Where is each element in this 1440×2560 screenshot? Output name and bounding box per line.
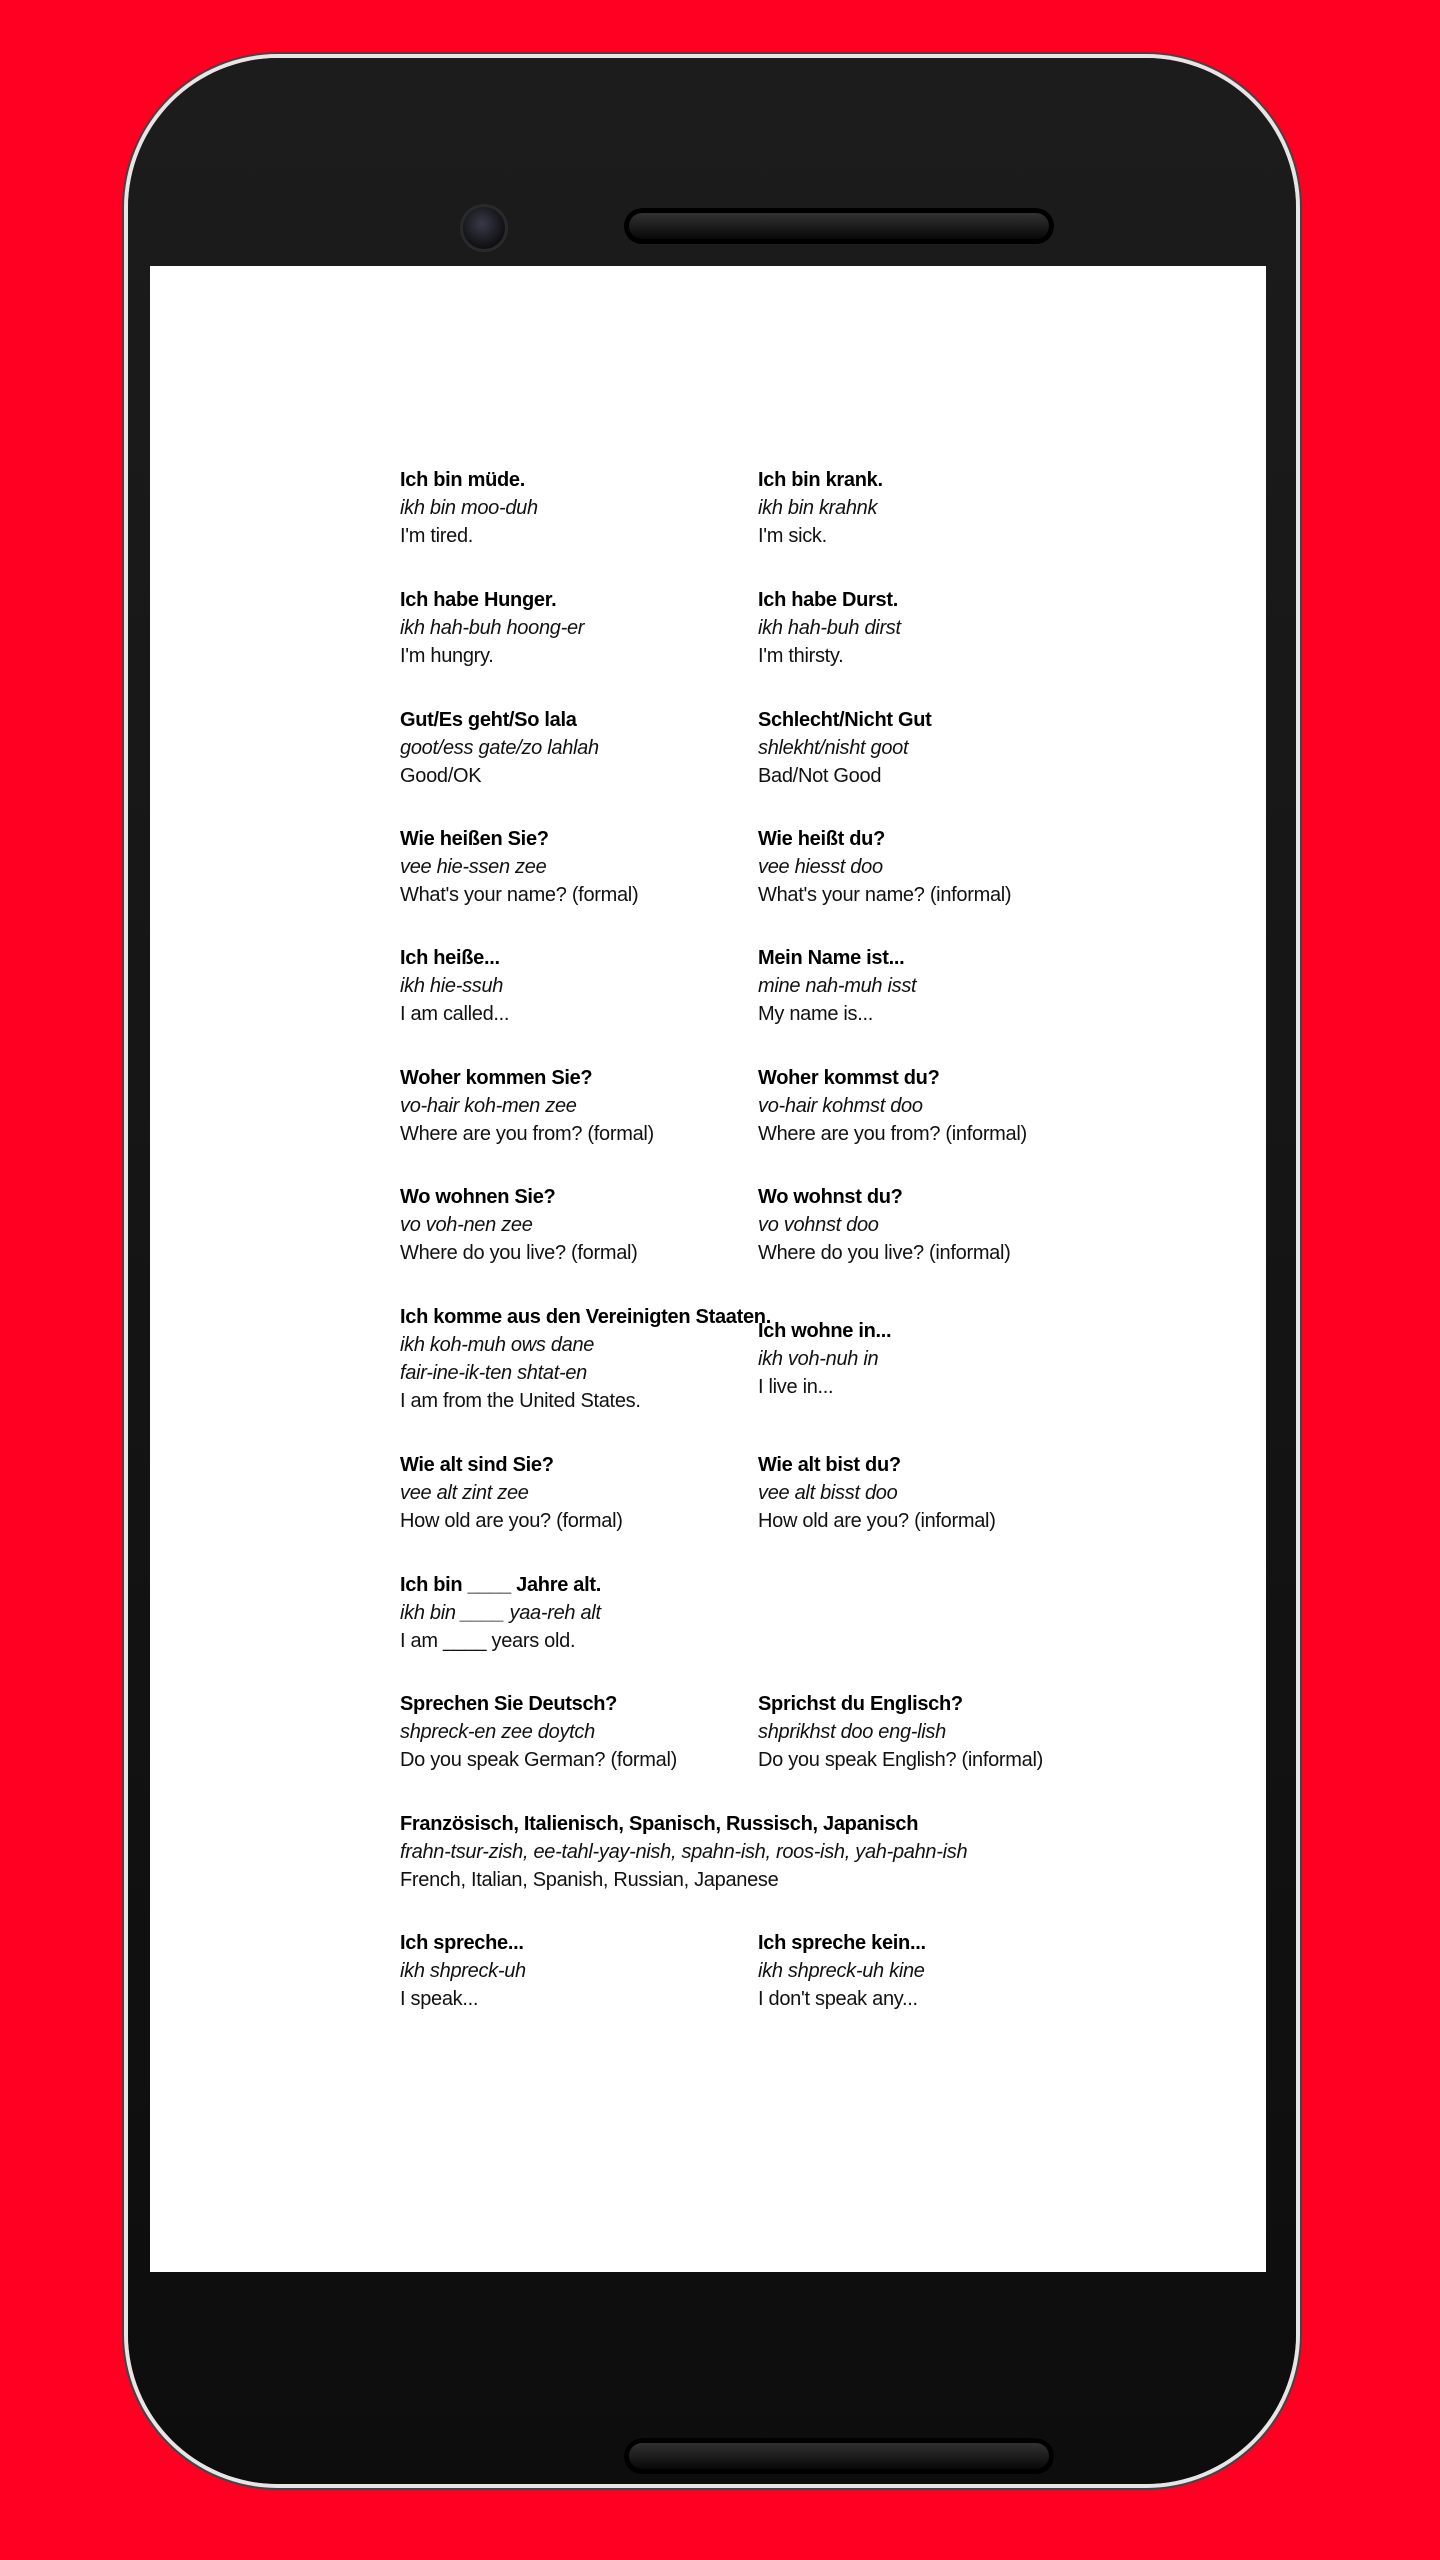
- phrase-entry: [400, 1690, 758, 1774]
- phone-screen: [150, 266, 1266, 2272]
- phrase-row: [400, 586, 1160, 670]
- top-speaker-grille: [624, 208, 1054, 244]
- pronunciation: ikh shpreck-uh: [400, 1960, 526, 1982]
- phrase-row: [400, 1690, 1160, 1774]
- german-phrase: Sprichst du Englisch?: [758, 1693, 963, 1715]
- english-translation: I am called...: [400, 1003, 510, 1025]
- phrase-entry: [758, 1064, 1116, 1148]
- phrase-entry: [400, 706, 758, 790]
- phrase-row: [400, 1929, 1160, 2013]
- english-translation: I live in...: [758, 1376, 834, 1398]
- front-camera: [460, 204, 508, 252]
- pronunciation: goot/ess gate/zo lahlah: [400, 737, 599, 759]
- phrase-entry: [758, 944, 1116, 1028]
- english-translation: Good/OK: [400, 765, 482, 787]
- german-phrase: Ich habe Hunger.: [400, 589, 557, 611]
- german-phrase: Wo wohnen Sie?: [400, 1186, 556, 1208]
- pronunciation-continued: fair-ine-ik-ten shtat-en: [400, 1362, 587, 1384]
- german-phrase: Ich bin müde.: [400, 469, 525, 491]
- phrase-entry: [758, 825, 1116, 909]
- german-phrase: Wie alt sind Sie?: [400, 1454, 554, 1476]
- german-phrase: Ich spreche...: [400, 1932, 524, 1954]
- german-phrase: Wie heißen Sie?: [400, 828, 549, 850]
- phrase-entry: [400, 1183, 758, 1267]
- pronunciation: vo-hair koh-men zee: [400, 1095, 577, 1117]
- english-translation: How old are you? (formal): [400, 1510, 623, 1532]
- german-phrase: Mein Name ist...: [758, 947, 905, 969]
- pronunciation: vo voh-nen zee: [400, 1214, 533, 1236]
- phrase-row: [400, 1303, 1160, 1415]
- pronunciation: ikh shpreck-uh kine: [758, 1960, 925, 1982]
- bottom-speaker-grille: [624, 2438, 1054, 2474]
- phrase-entry: [400, 1303, 771, 1415]
- german-phrase: Wie alt bist du?: [758, 1454, 901, 1476]
- english-translation: Do you speak German? (formal): [400, 1749, 677, 1771]
- english-translation: Where are you from? (informal): [758, 1123, 1027, 1145]
- pronunciation: ikh bin moo-duh: [400, 497, 538, 519]
- phrase-entry: [400, 1929, 758, 2013]
- german-phrase: Woher kommst du?: [758, 1067, 940, 1089]
- pronunciation: ikh bin krahnk: [758, 497, 878, 519]
- phrase-row: [400, 1810, 1160, 1894]
- english-translation: I'm thirsty.: [758, 645, 844, 667]
- pronunciation: vo vohnst doo: [758, 1214, 879, 1236]
- pronunciation: ikh bin ____ yaa-reh alt: [400, 1602, 601, 1624]
- german-phrase: Schlecht/Nicht Gut: [758, 709, 932, 731]
- german-phrase: Ich heiße...: [400, 947, 500, 969]
- german-phrase: Französisch, Italienisch, Spanisch, Russisch, Japanisch: [400, 1813, 919, 1835]
- pronunciation: vee hiesst doo: [758, 856, 883, 878]
- pronunciation: vo-hair kohmst doo: [758, 1095, 923, 1117]
- german-phrase: Ich komme aus den Vereinigten Staaten.: [400, 1306, 771, 1328]
- german-phrase: Ich bin krank.: [758, 469, 883, 491]
- phrase-entry: [400, 1064, 758, 1148]
- phrase-entry: [400, 1451, 758, 1535]
- pronunciation: ikh voh-nuh in: [758, 1348, 879, 1370]
- phrase-entry: [400, 1810, 1160, 1894]
- phrase-entry: [400, 944, 758, 1028]
- phrase-entry: [400, 1571, 758, 1655]
- pronunciation: vee hie-ssen zee: [400, 856, 547, 878]
- english-translation: I'm hungry.: [400, 645, 494, 667]
- german-phrase: Ich habe Durst.: [758, 589, 898, 611]
- english-translation: My name is...: [758, 1003, 874, 1025]
- english-translation: I am ____ years old.: [400, 1630, 576, 1652]
- english-translation: I'm tired.: [400, 525, 474, 547]
- phrase-entry: [758, 1303, 1116, 1415]
- phrase-entry: [758, 466, 1116, 550]
- german-phrase: Woher kommen Sie?: [400, 1067, 593, 1089]
- english-translation: Bad/Not Good: [758, 765, 882, 787]
- phrase-entry: [400, 825, 758, 909]
- phrase-entry: [758, 586, 1116, 670]
- phrase-row: [400, 1183, 1160, 1267]
- english-translation: What's your name? (formal): [400, 884, 639, 906]
- phrase-row: [400, 944, 1160, 1028]
- pronunciation: ikh hie-ssuh: [400, 975, 504, 997]
- english-translation: I am from the United States.: [400, 1390, 641, 1412]
- pronunciation: vee alt bisst doo: [758, 1482, 898, 1504]
- pronunciation: vee alt zint zee: [400, 1482, 529, 1504]
- phrase-entry: [758, 1183, 1116, 1267]
- german-phrase: Ich spreche kein...: [758, 1932, 926, 1954]
- phrase-entry: [758, 1451, 1116, 1535]
- pronunciation: frahn-tsur-zish, ee-tahl-yay-nish, spahn-ish, roos-ish, yah-pahn-ish: [400, 1841, 968, 1863]
- phrase-entry: [400, 586, 758, 670]
- phrase-row: [400, 1571, 1160, 1655]
- phrase-row: [400, 1451, 1160, 1535]
- german-phrase: Wo wohnst du?: [758, 1186, 903, 1208]
- phrase-row: [400, 706, 1160, 790]
- pronunciation: shpreck-en zee doytch: [400, 1721, 595, 1743]
- english-translation: I don't speak any...: [758, 1988, 918, 2010]
- pronunciation: mine nah-muh isst: [758, 975, 917, 997]
- pronunciation: shprikhst doo eng-lish: [758, 1721, 946, 1743]
- english-translation: How old are you? (informal): [758, 1510, 996, 1532]
- phrase-row: [400, 825, 1160, 909]
- phrase-entry: [758, 1690, 1116, 1774]
- phrase-entry: [758, 1929, 1116, 2013]
- pronunciation: ikh hah-buh dirst: [758, 617, 901, 639]
- pronunciation: shlekht/nisht goot: [758, 737, 909, 759]
- phrase-entry: [758, 706, 1116, 790]
- english-translation: Where do you live? (informal): [758, 1242, 1011, 1264]
- german-phrase: Ich bin ____ Jahre alt.: [400, 1574, 601, 1596]
- german-phrase: Ich wohne in...: [758, 1320, 892, 1342]
- english-translation: I speak...: [400, 1988, 479, 2010]
- english-translation: I'm sick.: [758, 525, 827, 547]
- english-translation: Where are you from? (formal): [400, 1123, 654, 1145]
- english-translation: Do you speak English? (informal): [758, 1749, 1043, 1771]
- english-translation: Where do you live? (formal): [400, 1242, 638, 1264]
- german-phrase: Sprechen Sie Deutsch?: [400, 1693, 618, 1715]
- english-translation: What's your name? (informal): [758, 884, 1012, 906]
- pronunciation: ikh hah-buh hoong-er: [400, 617, 585, 639]
- english-translation: French, Italian, Spanish, Russian, Japanese: [400, 1869, 779, 1891]
- pronunciation: ikh koh-muh ows dane: [400, 1334, 595, 1356]
- phrase-entry: [400, 466, 758, 550]
- phrase-row: [400, 466, 1160, 550]
- phrase-row: [400, 1064, 1160, 1148]
- german-phrase: Wie heißt du?: [758, 828, 886, 850]
- german-phrase: Gut/Es geht/So lala: [400, 709, 577, 731]
